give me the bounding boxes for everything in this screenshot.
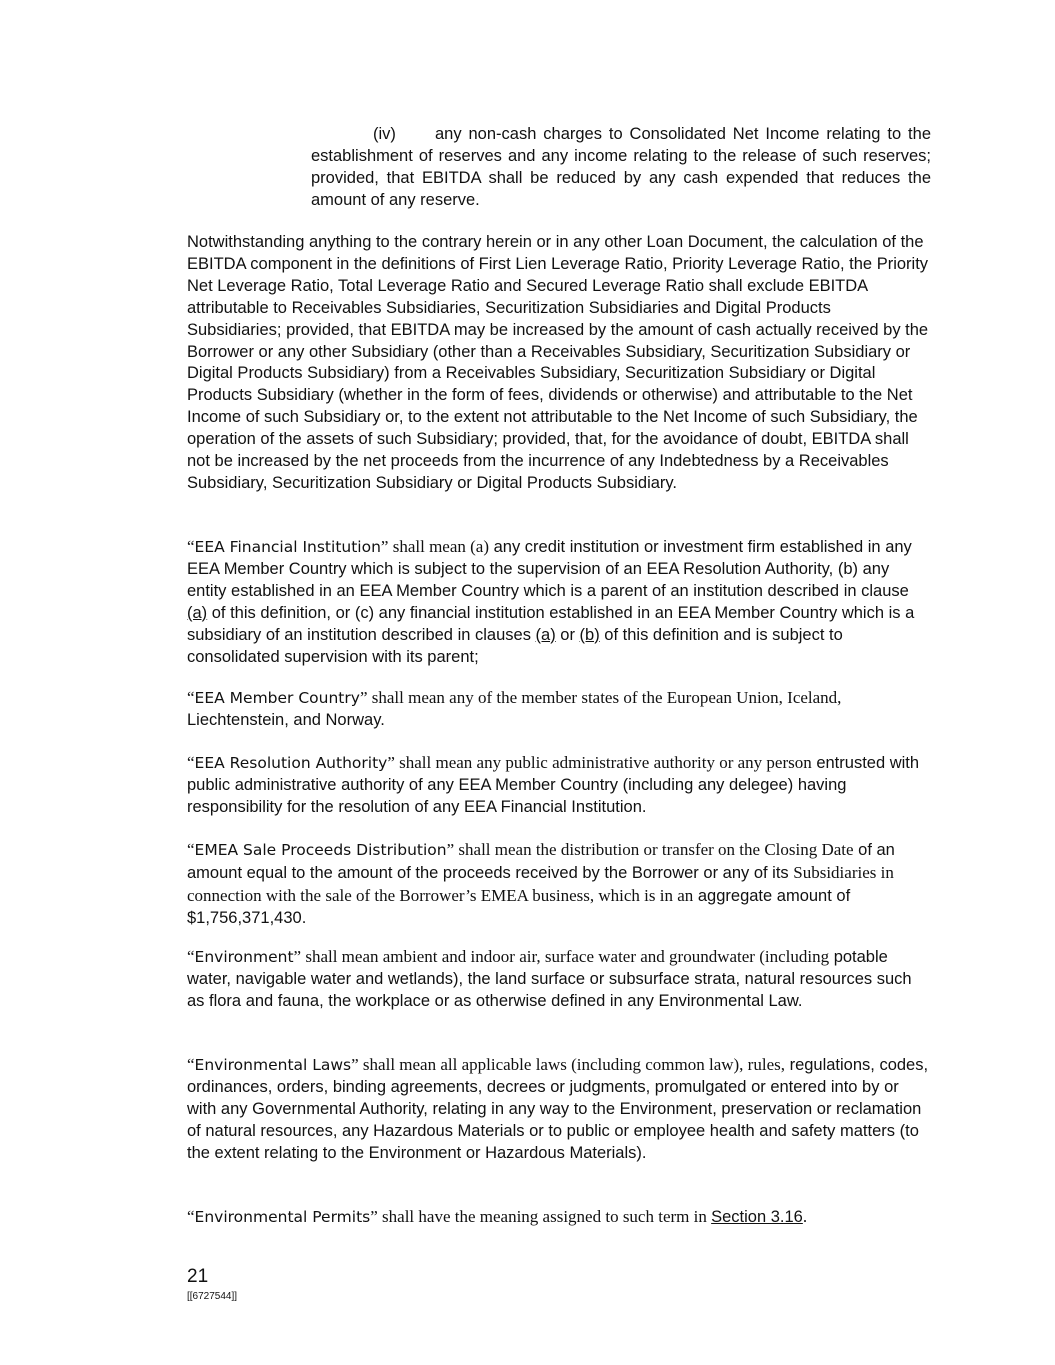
open-quote: “ <box>187 947 195 966</box>
open-quote: “ <box>187 840 195 859</box>
notwithstanding-provided-b: provided <box>502 430 566 449</box>
notwithstanding-text-1: Notwithstanding anything to the contrary herein or in any other Loan Document, the calculation of the EBITDA component in the definitions of First Lien Leverage Ratio, Priority Leverage Ratio, the Priority Net Leverage Ratio, Total Leverage Ratio and Secured Leverage Ratio shall exclude EBITDA attributable to Receivables Subsidiaries, Securitization Subsidiaries and Digital Products Subsidiaries; <box>187 233 929 339</box>
defined-term: Environmental Permits <box>194 1208 371 1226</box>
clause-reference-a: (a) <box>187 603 208 622</box>
defined-term: Environmental Laws <box>194 1056 352 1074</box>
definition-eea-resolution-authority <box>187 752 929 819</box>
notwithstanding-provided-a: provided <box>286 320 350 339</box>
document-id: [[6727544]] <box>187 1291 238 1302</box>
definition-emea-sale-proceeds-distribution <box>187 839 929 930</box>
defined-term: EEA Resolution Authority <box>194 754 388 772</box>
section-reference-link[interactable]: Section 3.16 <box>711 1208 803 1226</box>
definition-eea-member-country <box>187 687 929 732</box>
shall-mean-text: ” shall mean the distribution or transfer on the Closing Date <box>446 840 854 859</box>
definition-environment <box>187 946 929 1013</box>
definition-text-1: regulations, codes, ordinances, orders, binding agreements, decrees or judgments, promulgated or entered into by or with any Governmental Authority, relating in any way to the Environment, preservation or reclamation of natural resources, any Hazardous Materials or to public or employee health and safety matters (to the extent relating to the Environment or Hazardous Materials). <box>187 1056 929 1162</box>
definition-text-1: potable water, navigable water and wetlands), the land surface or subsurface strata, natural resources such as flora and fauna, the workplace or as otherwise defined in any Environmental Law. <box>187 948 912 1010</box>
clause-iv-text-1: any non-cash charges to Consolidated Net Income relating to the establishment of reserves and any income relating to the release of such reserves; <box>311 125 931 165</box>
definition-text-4: of this definition and is subject to consolidated supervision with its parent; <box>187 625 843 666</box>
definition-text-1: Liechtenstein, and Norway. <box>187 710 385 729</box>
open-quote: “ <box>187 537 195 556</box>
open-quote: “ <box>187 1207 195 1226</box>
definition-environmental-laws <box>187 1054 929 1165</box>
clause-iv-text-2: , that EBITDA shall be reduced by any cash expended that reduces the amount of any reserve. <box>311 168 931 209</box>
definition-text-3: or <box>555 625 580 644</box>
defined-term: EEA Member Country <box>194 689 360 707</box>
notwithstanding-text-3: , that, for the avoidance of doubt, EBITDA shall not be increased by the net proceeds from the incurrence of any Indebtedness by a Receivables Subsidiary, Securitization Subsidiary or Digital Products Subsidiary. <box>187 430 909 492</box>
open-quote: “ <box>187 688 195 707</box>
clause-iv <box>311 124 931 212</box>
defined-term: EMEA Sale Proceeds Distribution <box>194 841 447 859</box>
shall-mean-text: ” shall mean any of the member states of the European Union, Iceland, <box>359 688 842 707</box>
shall-have-meaning-text: ” shall have the meaning assigned to such term in <box>370 1207 712 1226</box>
definition-text-1: entrusted with public administrative authority of any EEA Member Country (including any delegee) having responsibility for the resolution of any EEA Financial Institution. <box>187 754 920 816</box>
definition-text-2: of this definition, or (c) any financial institution established in an EEA Member Country which is a subsidiary of an institution described in clauses <box>187 603 915 644</box>
shall-mean-text: ” shall mean all applicable laws (including common law), rules, <box>351 1055 785 1074</box>
defined-term: EEA Financial Institution <box>194 538 381 556</box>
shall-mean-text: ” shall mean ambient and indoor air, surface water and groundwater (including <box>293 947 830 966</box>
definition-serif-text-2: Subsidiaries in connection with the sale of the Borrower’s EMEA business, which is in an <box>187 862 894 905</box>
clause-iv-provided: provided <box>311 168 375 187</box>
definition-eea-financial-institution <box>187 536 929 668</box>
notwithstanding-text-2: , that EBITDA may be increased by the amount of cash actually received by the Borrower or any other Subsidiary (other than a Receivables Subsidiary, Securitization Subsidiary or Digital Products Subsidiary) from a Receivables Subsidiary, Securitization Subsidiary or Digital Products Subsidiary (whether in the form of fees, dividends or otherwise) and attributable to the Net Income of such Subsidiary or, to the extent not attributable to the Net Income of such Subsidiary, the operation of the assets of such Subsidiary; <box>187 320 929 449</box>
open-quote: “ <box>187 753 195 772</box>
shall-mean-text: ” shall mean (a) <box>380 537 490 556</box>
definition-environmental-permits <box>187 1206 929 1229</box>
page-number: 21 <box>187 1266 209 1287</box>
open-quote: “ <box>187 1055 195 1074</box>
definition-text-1: any credit institution or investment firm established in any EEA Member Country which is subject to the supervision of an EEA Resolution Authority, (b) any entity established in an EEA Member Country which is a parent of an institution described in clause <box>187 538 912 600</box>
defined-term: Environment <box>194 948 294 966</box>
shall-mean-text: ” shall mean any public administrative authority or any person <box>387 753 812 772</box>
clause-iv-label: (iv) <box>373 125 396 143</box>
definition-text-2: aggregate amount of $1,756,371,430. <box>187 886 851 927</box>
period: . <box>802 1207 808 1226</box>
definition-text-1: of an amount equal to the amount of the proceeds received by the Borrower or any of its <box>187 841 895 882</box>
clause-reference-b: (b) <box>579 625 600 644</box>
clause-reference-a-2: (a) <box>535 625 556 644</box>
notwithstanding-paragraph <box>187 232 929 495</box>
